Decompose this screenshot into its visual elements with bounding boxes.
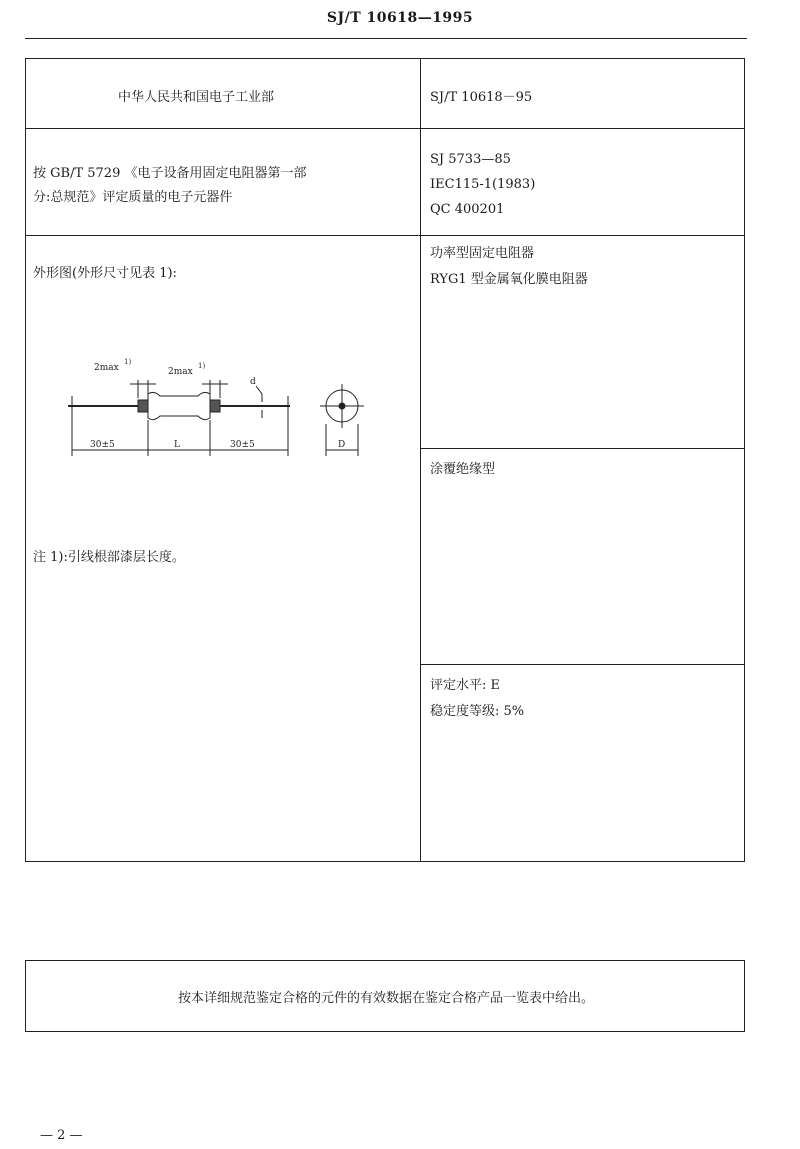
insulation-text: 涂覆绝缘型 <box>430 462 496 477</box>
ref-standard-2: IEC115-1(1983) <box>430 177 536 192</box>
dim-label-body-length: L <box>174 440 180 450</box>
stability-class-text: 稳定度等级: 5% <box>430 704 525 719</box>
dim-label-footnote-left: 1) <box>124 358 132 366</box>
qualification-note-box <box>25 960 745 1032</box>
document-code-header: SJ/T 10618—1995 <box>326 10 474 26</box>
dim-label-lead-right: 30±5 <box>230 440 255 450</box>
qualification-note-text: 按本详细规范鉴定合格的元件的有效数据在鉴定合格产品一览表中给出。 <box>177 991 594 1006</box>
ref-standard-3: QC 400201 <box>430 202 505 217</box>
outline-title: 外形图(外形尺寸见表 1): <box>33 266 177 281</box>
header-rule <box>25 38 747 39</box>
basis-line-2: 分:总规范》评定质量的电子元器件 <box>33 190 233 205</box>
category-text: 功率型固定电阻器 <box>430 246 535 261</box>
table-cell-divider <box>420 448 745 449</box>
doc-number-text: SJ/T 10618－95 <box>430 90 533 105</box>
ref-standard-1: SJ 5733—85 <box>430 152 511 167</box>
dim-label-footnote-right: 1) <box>198 362 206 370</box>
type-text: RYG1 型金属氧化膜电阻器 <box>430 272 588 287</box>
table-column-divider <box>420 58 421 862</box>
basis-line-1: 按 GB/T 5729 《电子设备用固定电阻器第一部 <box>33 166 307 181</box>
page-number: — 2 — <box>40 1128 83 1143</box>
dim-label-diameter: D <box>338 440 346 450</box>
dim-label-2max-left: 2max <box>94 363 119 373</box>
resistor-outline-drawing <box>60 352 380 464</box>
table-row-divider <box>25 128 745 129</box>
assessment-level-text: 评定水平: E <box>430 678 501 693</box>
table-cell-divider <box>420 664 745 665</box>
dim-label-lead-left: 30±5 <box>90 440 115 450</box>
table-row-divider <box>25 235 745 236</box>
dim-label-lead-dia: d <box>250 377 256 387</box>
footnote-text: 注 1):引线根部漆层长度。 <box>33 550 185 565</box>
issuer-text: 中华人民共和国电子工业部 <box>118 90 275 105</box>
dim-label-2max-right: 2max <box>168 367 193 377</box>
